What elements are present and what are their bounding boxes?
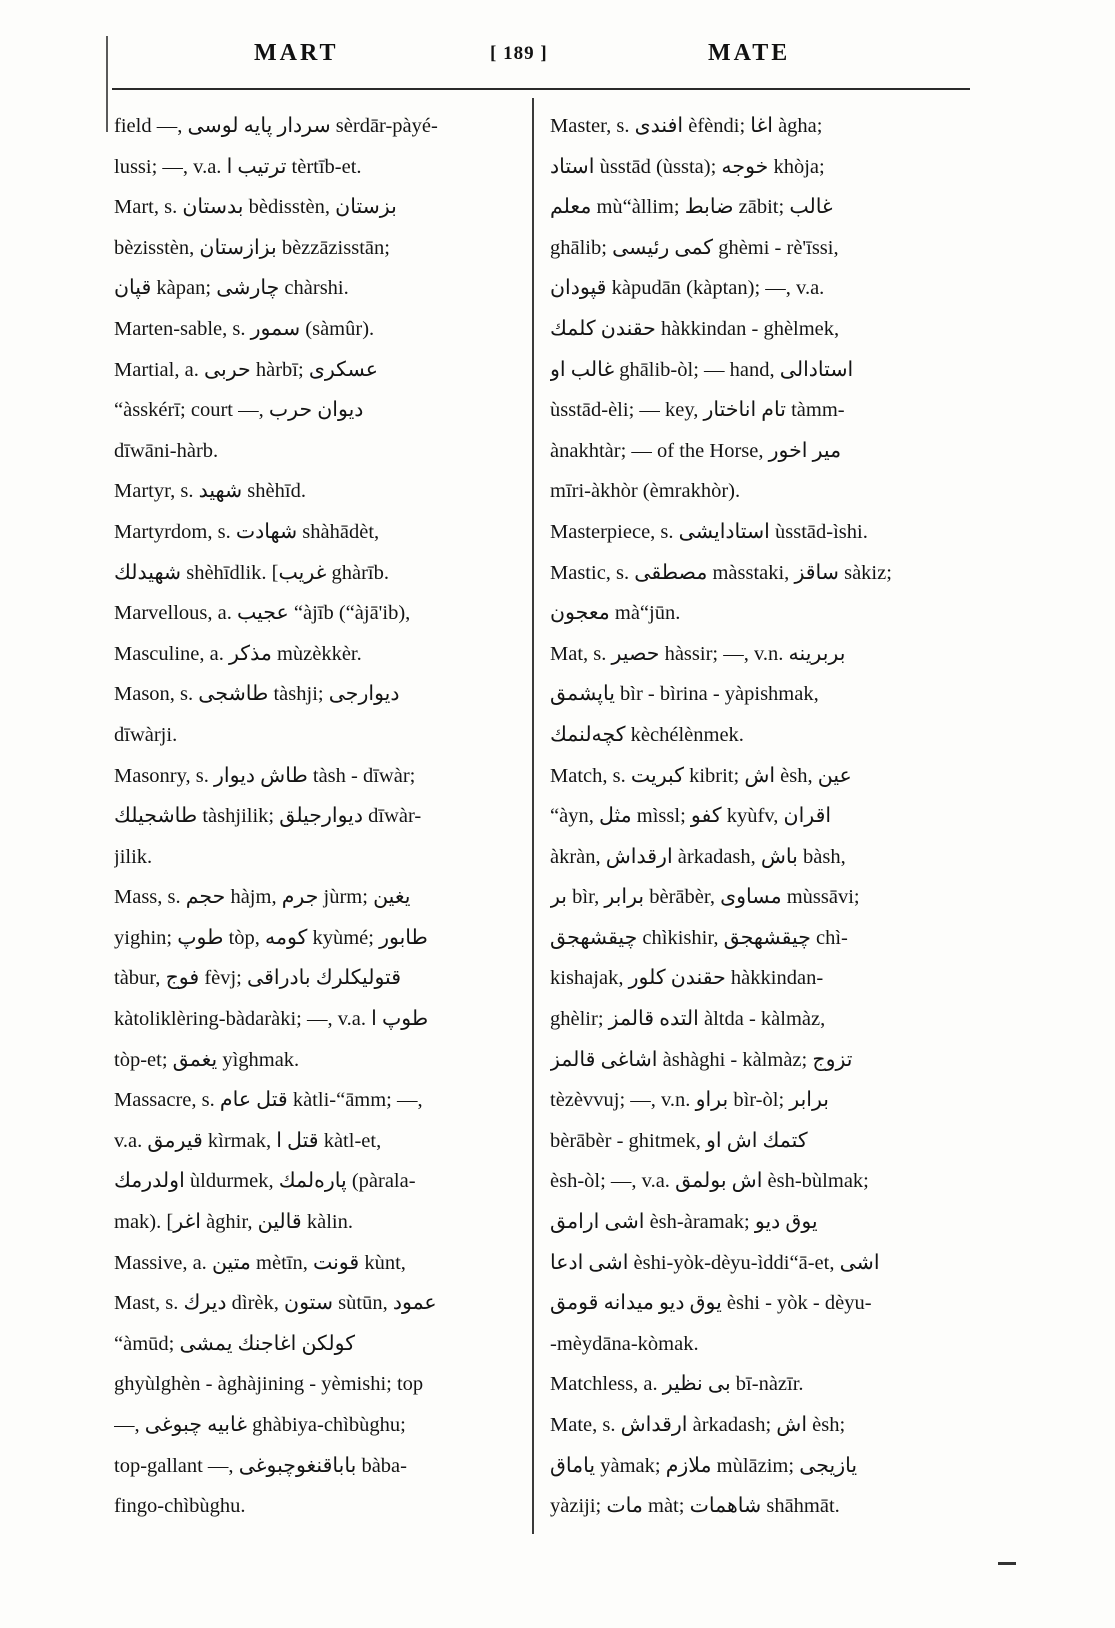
entry-line: bèrābèr - ghitmek, کتمك اش او — [550, 1129, 808, 1152]
entry-line: Master, s. افندی èfèndi; اغا àgha; — [550, 115, 823, 137]
entry-line: Marvellous, a. عجیب “àjīb (“àjā'ib), — [114, 602, 411, 625]
entry-line: àkràn, ارقداش àrkadash, باش bàsh, — [550, 845, 846, 868]
entry-line: v.a. قیرمق kìrmak, قتل ا kàtl-et, — [114, 1129, 382, 1152]
entry-line: “àyn, مثل mìssl; کفو kyùfv, اقران — [550, 805, 832, 828]
entry-line: fingo-chìbùghu. — [114, 1495, 246, 1518]
entry-line: معلم mù“àllim; ضابط zābit; غالب — [550, 196, 833, 219]
entry-line: Mass, s. حجم hàjm, جرم jùrm; یغین — [114, 886, 411, 909]
right-column — [550, 106, 976, 1527]
entry-line: lussi; —, v.a. ترتیب ا tèrtīb-et. — [114, 155, 362, 178]
entry-line: mīri-àkhòr (èmrakhòr). — [550, 480, 741, 503]
entry-line: Mart, s. بدستان bèdisstèn, بزستان — [114, 196, 397, 219]
entry-line: yàziji; مات màt; شاهمات shāhmāt. — [550, 1495, 840, 1518]
entry-line: kàtoliklèring-bàdaràki; —, v.a. طوپ ا — [114, 1008, 429, 1031]
entry-line: ghyùlghèn - àghàjining - yèmishi; top — [114, 1373, 424, 1396]
entry-line: mak). [اغر àghir, قالین kàlin. — [114, 1211, 353, 1234]
entry-line: Mast, s. دیرك dìrèk, ستون sùtūn, عمود — [114, 1292, 437, 1315]
entry-line: Martial, a. حربی hàrbī; عسکری — [114, 358, 379, 381]
entry-line: tòp-et; یغمق yìghmak. — [114, 1048, 300, 1071]
entry-line: قپودان kàpudān (kàptan); —, v.a. — [550, 277, 825, 300]
entry-line: Massacre, s. قتل عام kàtli-“āmm; —, — [114, 1089, 423, 1112]
entry-line: dīwàrji. — [114, 723, 178, 746]
entry-line: ghālib; کمی رئیسی ghèmi - rè'īssi, — [550, 236, 839, 259]
entry-line: ànakhtàr; — of the Horse, میر اخور — [550, 439, 842, 462]
entry-line: Masterpiece, s. استادایشی ùsstād-ìshi. — [550, 520, 868, 543]
entry-line: حقندن کلمك hàkkindan - ghèlmek, — [550, 317, 840, 340]
entry-line: —, غابیه چبوغی ghàbiya-chìbùghu; — [114, 1414, 406, 1436]
entry-line: استاد ùsstād (ùssta); خوجه khòja; — [550, 155, 825, 178]
entry-line: بر bìr, برابر bèrābèr, مساوی mùssāvi; — [550, 886, 860, 909]
entry-line: -mèydāna-kòmak. — [550, 1332, 699, 1355]
entry-line: Mat, s. حصیر hàssir; —, v.n. بربرینه — [550, 642, 846, 665]
entry-line: ghèlir; التده قالمز àltda - kàlmàz, — [550, 1008, 826, 1031]
entry-line: قپان kàpan; چارشی chàrshi. — [114, 277, 349, 300]
entry-line: معجون mà“jūn. — [550, 602, 681, 625]
entry-line: Masculine, a. مذکر mùzèkkèr. — [114, 642, 362, 665]
entry-line: Marten-sable, s. سمور (sàmûr). — [114, 317, 375, 340]
entry-line: bèzisstèn, بزازستان bèzzāzisstān; — [114, 236, 390, 259]
entry-line: “àmūd; کولکن اغاجنك یمشی — [114, 1332, 355, 1355]
entry-line: یاماق yàmak; ملازم mùlāzim; یازیجی — [550, 1454, 858, 1477]
entry-line: چیقشهجق chìkishir, چیقشهجق chì- — [550, 926, 848, 949]
entry-line: غالب او ghālib-òl; — hand, استادالی — [550, 358, 854, 381]
entry-line: شهیدلك shèhīdlik. [غریب ghàrīb. — [114, 561, 389, 584]
entry-line: Martyrdom, s. شهادت shàhādèt, — [114, 520, 380, 543]
entry-line: dīwāni-hàrb. — [114, 439, 219, 462]
page-header — [0, 40, 1115, 80]
entry-line: èsh-òl; —, v.a. اش بولمق èsh-bùlmak; — [550, 1170, 869, 1193]
page-number: [ 189 ] — [490, 43, 548, 64]
entry-line: یوق دیو میدانه قومق èshi - yòk - dèyu- — [550, 1292, 872, 1315]
entry-line: jilik. — [114, 845, 153, 868]
entry-line: Match, s. کبریت kibrit; اش èsh, عین — [550, 764, 852, 787]
column-divider — [532, 98, 534, 1534]
entry-line: field —, سردار پایه لوسی sèrdār-pàyé- — [114, 115, 438, 137]
entry-line: کچەلنمك kèchélènmek. — [550, 723, 744, 746]
header-last-word: MATE — [708, 40, 791, 66]
entry-line: اشی ارامق èsh-àramak; یوق دیو — [550, 1211, 818, 1234]
entry-line: اولدرمك ùldurmek, پارەلمك (pàrala- — [114, 1170, 416, 1193]
entry-line: “àsskérī; court —, دیوان حرب — [114, 399, 364, 422]
entry-line: اشاغی قالمز àshàghi - kàlmàz; تزوج — [550, 1048, 853, 1071]
entry-line: ùsstād-èli; — key, تام اناختار tàmm- — [550, 399, 845, 422]
header-rule — [112, 88, 970, 90]
header-first-word: MART — [254, 40, 339, 66]
entry-line: yighin; طوپ tòp, کومه kyùmé; طابور — [114, 926, 428, 949]
entry-line: طاشجیلك tàshjilik; دیوارجیلق dīwàr- — [114, 805, 422, 828]
entry-line: Matchless, a. بی نظیر bī-nàzīr. — [550, 1373, 804, 1396]
entry-line: tèzèvvuj; —, v.n. براو bìr-òl; برابر — [550, 1089, 830, 1112]
entry-line: اشی ادعا èshi-yòk-dèyu-ìddi“ā-et, اشی — [550, 1251, 880, 1274]
entry-line: Mason, s. طاشجی tàshji; دیوارجی — [114, 683, 400, 706]
entry-line: Massive, a. متین mètīn, قونت kùnt, — [114, 1251, 406, 1274]
entry-line: Mastic, s. مصطقی màsstaki, ساقز sàkiz; — [550, 561, 892, 584]
entry-line: top-gallant —, باباقنغوچبوغی bàba- — [114, 1454, 407, 1477]
entry-line: Martyr, s. شهید shèhīd. — [114, 480, 306, 503]
footer-mark — [998, 1562, 1016, 1565]
entry-line: tàbur, فوج fèvj; قتولیکلرك بادراقی — [114, 967, 402, 990]
entry-line: Mate, s. ارقداش àrkadash; اش èsh; — [550, 1414, 846, 1436]
left-column — [114, 106, 522, 1527]
entry-line: Masonry, s. طاش دیوار tàsh - dīwàr; — [114, 764, 416, 787]
entry-line: kishajak, حقندن کلور hàkkindan- — [550, 967, 824, 990]
entry-line: یاپشمق bìr - bìrina - yàpishmak, — [550, 683, 819, 706]
